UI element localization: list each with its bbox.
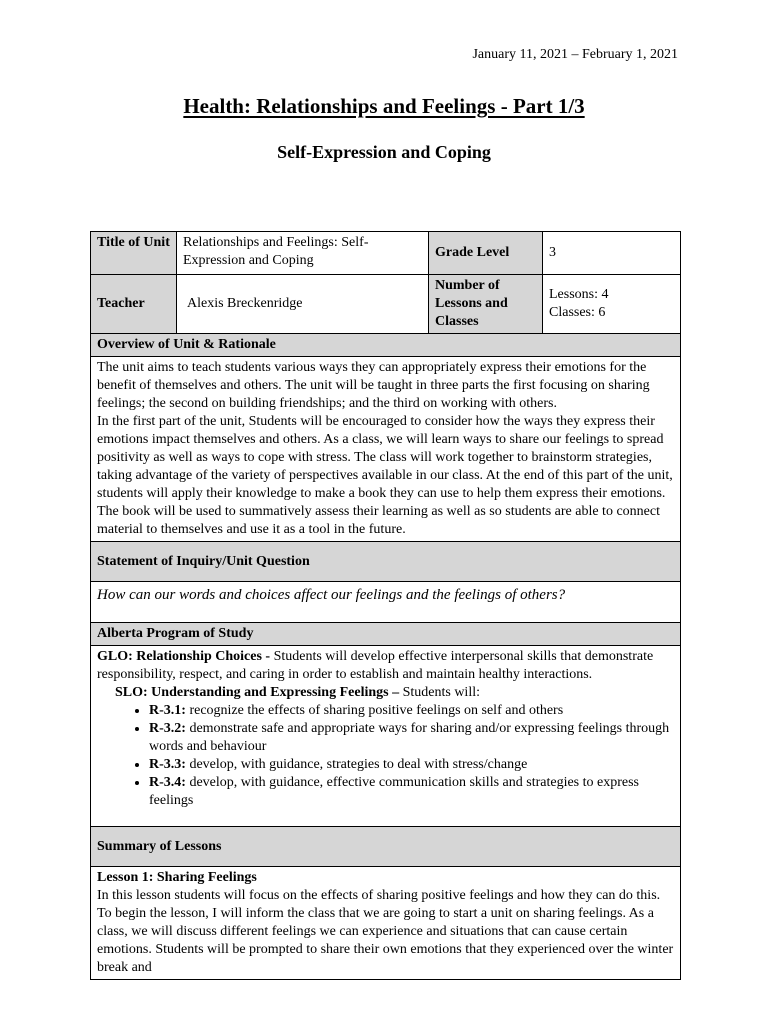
document-title-text: Health: Relationships and Feelings - Part 1/3 (183, 94, 585, 118)
summary-heading: Summary of Lessons (91, 827, 681, 867)
lessons-count: Lessons: 4 (549, 287, 609, 302)
date-range: January 11, 2021 – February 1, 2021 (472, 47, 678, 62)
overview-paragraph: In the first part of the unit, Students will be encouraged to consider how the ways they express their emotions impact themselves and others. As a class, we will learn ways to share our feelings to spread positivity as well as ways to cope with stress. The class will work together to brainstorm strategies, taking advantage of the variety of perspectives available in our class. At the end of this part of the unit, students will apply their knowledge to make a book they can use to help them express their emotions. The book will be used to summatively assess their learning as well as so students are able to connect material to themselves and use it as a tool in the future. (97, 414, 673, 537)
slo-item (149, 756, 674, 774)
teacher-label: Teacher (91, 275, 177, 334)
summary-heading-row (91, 827, 681, 867)
grade-level-label: Grade Level (429, 232, 543, 275)
program-body (91, 646, 681, 827)
lesson-1-description: In this lesson students will focus on the effects of sharing positive feelings and how they can do this. To begin the lesson, I will inform the class that we are going to start a unit on sharing feelings. As a class, we will discuss different feelings we can experience and situations that can cause certain emotions. Students will be prompted to share their own emotions that they experienced over the winter break and (97, 888, 674, 975)
unit-plan-table (90, 231, 681, 980)
slo-item-text: recognize the effects of sharing positive feelings on self and others (185, 703, 564, 718)
overview-heading: Overview of Unit & Rationale (91, 334, 681, 357)
teacher-row (91, 275, 681, 334)
slo-code: R-3.2: (149, 721, 186, 736)
slo-item (149, 720, 674, 756)
slo-code: R-3.3: (149, 757, 186, 772)
program-body-row (91, 646, 681, 827)
inquiry-question: How can our words and choices affect our feelings and the feelings of others? (91, 582, 681, 623)
slo-item (149, 702, 674, 720)
slo-item (149, 774, 674, 810)
slo-statement (97, 684, 674, 702)
glo-text: Students will develop effective interpersonal skills that demonstrate responsibility, respect, and caring in order to establish and maintain healthy interactions. (97, 649, 654, 682)
lessons-classes-value (543, 275, 681, 334)
title-of-unit-value: Relationships and Feelings: Self-Expression and Coping (177, 232, 429, 275)
inquiry-heading-row (91, 542, 681, 582)
document-subtitle: Self-Expression and Coping (277, 142, 491, 162)
slo-item-text: demonstrate safe and appropriate ways for sharing and/or expressing feelings through words and behaviour (149, 721, 670, 754)
program-heading: Alberta Program of Study (91, 623, 681, 646)
lessons-classes-label: Number of Lessons and Classes (429, 275, 543, 334)
classes-count: Classes: 6 (549, 305, 606, 320)
summary-body (91, 867, 681, 980)
title-of-unit-label: Title of Unit (91, 232, 177, 275)
summary-body-row (91, 867, 681, 980)
slo-code: R-3.4: (149, 775, 186, 790)
program-heading-row (91, 623, 681, 646)
slo-item-text: develop, with guidance, effective communication skills and strategies to express feelings (149, 775, 639, 808)
unit-title-row (91, 232, 681, 275)
overview-heading-row (91, 334, 681, 357)
document-title (0, 94, 768, 119)
slo-item-text: develop, with guidance, strategies to deal with stress/change (185, 757, 528, 772)
inquiry-heading: Statement of Inquiry/Unit Question (91, 542, 681, 582)
slo-code: R-3.1: (149, 703, 186, 718)
overview-body (91, 357, 681, 542)
slo-text: Students will: (399, 685, 480, 700)
overview-body-row (91, 357, 681, 542)
slo-list (97, 702, 674, 810)
glo-statement (97, 648, 674, 684)
teacher-value: Alexis Breckenridge (177, 275, 429, 334)
slo-label: SLO: Understanding and Expressing Feelings – (115, 685, 400, 700)
grade-level-value: 3 (543, 232, 681, 275)
inquiry-body-row (91, 582, 681, 623)
overview-paragraph: The unit aims to teach students various ways they can appropriately express their emotions for the benefit of themselves and others. The unit will be taught in three parts the first focusing on sharing feelings; the second on building friendships; and the third on working with others. (97, 360, 650, 411)
lesson-1-title: Lesson 1: Sharing Feelings (97, 870, 257, 885)
glo-label: GLO: Relationship Choices - (97, 649, 271, 664)
